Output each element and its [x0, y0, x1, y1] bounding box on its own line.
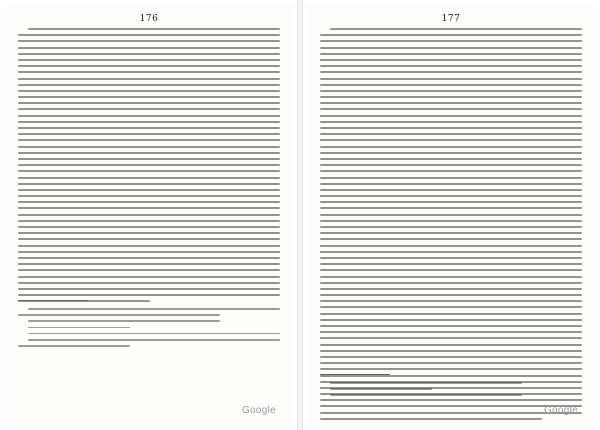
page-number: 177	[441, 14, 461, 24]
body-text	[18, 28, 280, 306]
body-text	[320, 28, 582, 424]
footnotes	[320, 382, 582, 401]
paragraph	[320, 28, 582, 420]
paragraph	[18, 28, 280, 302]
book-gutter	[297, 0, 303, 430]
left-page	[4, 4, 294, 424]
google-watermark: Google	[241, 405, 276, 416]
footnote-rule	[320, 374, 390, 375]
right-page	[306, 4, 596, 424]
page-number: 176	[139, 14, 159, 24]
footnotes	[18, 308, 280, 351]
footnote-rule	[18, 300, 88, 301]
google-watermark: Google	[543, 405, 578, 416]
